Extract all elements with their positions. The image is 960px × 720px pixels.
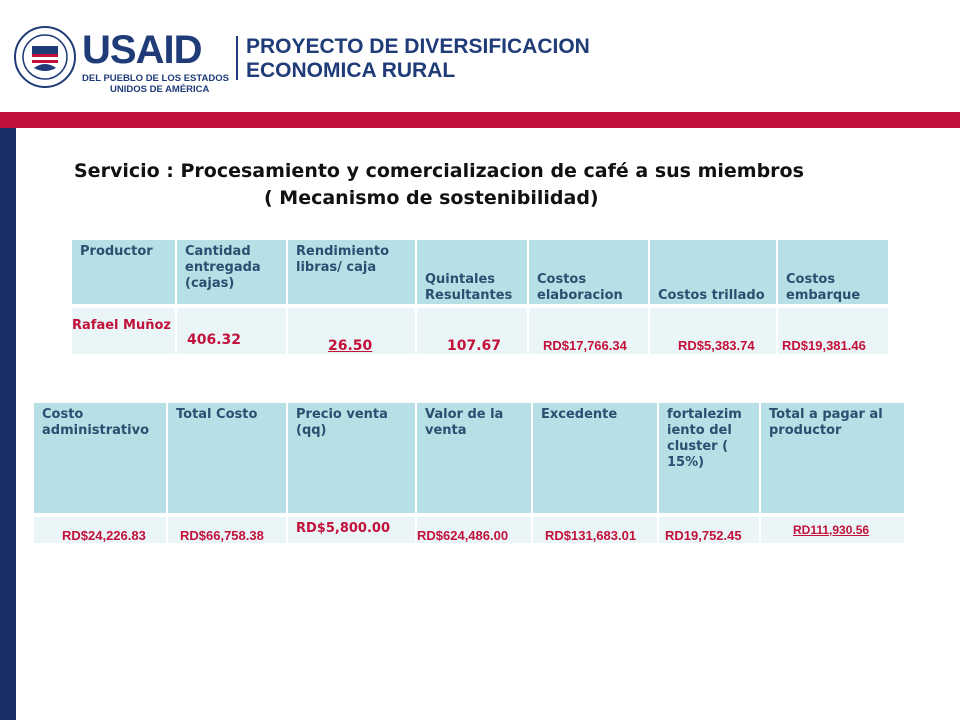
table2-cell-excedente: RD$131,683.01 [533, 517, 657, 543]
table-sales-payment [34, 403, 904, 545]
table2-header-excedente: Excedente [533, 403, 657, 513]
header-banner [0, 0, 960, 112]
table2-cell-valor-venta: RD$624,486.00 [417, 517, 531, 543]
table2-cell-costo-administrativo: RD$24,226.83 [34, 517, 166, 543]
table2-header-total-pagar: Total a pagar al productor [761, 403, 904, 513]
table1-cell-productor: Rafael Muñoz [72, 308, 175, 354]
title-line2: ( Mecanismo de sostenibilidad) [264, 187, 599, 209]
agency-tagline [82, 73, 252, 95]
slide-title [60, 158, 820, 212]
usaid-wordmark: USAID [82, 28, 202, 72]
table2-cell-total-costo: RD$66,758.38 [168, 517, 286, 543]
table1-header-cantidad: Cantidad entregada (cajas) [177, 240, 286, 304]
table1-cell-rendimiento: 26.50 [288, 308, 415, 354]
usaid-seal-icon [14, 26, 76, 88]
table-costs-producer [72, 240, 888, 356]
table2-header-precio-venta: Precio venta (qq) [288, 403, 415, 513]
project-name [246, 35, 590, 83]
table1-cell-cantidad: 406.32 [177, 308, 286, 354]
table1-header-costos-elaboracion: Costos elaboracion [529, 240, 648, 304]
project-line2: ECONOMICA RURAL [246, 59, 456, 82]
table2-header-valor-venta: Valor de la venta [417, 403, 531, 513]
table2-header-costo-administrativo: Costo administrativo [34, 403, 166, 513]
logo-divider [236, 36, 238, 80]
agency-tagline-line2: UNIDOS DE AMÉRICA [110, 84, 210, 95]
agency-tagline-line1: DEL PUEBLO DE LOS ESTADOS [82, 73, 229, 84]
left-sidebar-bar [0, 128, 16, 720]
table2-cell-fortalecimiento: RD19,752.45 [659, 517, 759, 543]
title-line1: Servicio : Procesamiento y comercializacion de café a sus miembros [74, 160, 804, 182]
table1-header-quintales: Quintales Resultantes [417, 240, 527, 304]
table1-header-costos-trillado: Costos trillado [650, 240, 776, 304]
table2-cell-total-pagar: RD111,930.56 [761, 517, 904, 543]
red-band [0, 112, 960, 128]
project-line1: PROYECTO DE DIVERSIFICACION [246, 35, 590, 58]
table2-header-total-costo: Total Costo [168, 403, 286, 513]
table1-cell-costos-elaboracion: RD$17,766.34 [529, 308, 648, 354]
table1-cell-costos-trillado: RD$5,383.74 [650, 308, 776, 354]
table2-header-fortalecimiento: fortalezim iento del cluster ( 15%) [659, 403, 759, 513]
table1-header-rendimiento: Rendimiento libras/ caja [288, 240, 415, 304]
table1-header-productor: Productor [72, 240, 175, 304]
table1-cell-costos-embarque: RD$19,381.46 [778, 308, 888, 354]
table1-cell-quintales: 107.67 [417, 308, 527, 354]
table1-header-costos-embarque: Costos embarque [778, 240, 888, 304]
table2-cell-precio-venta: RD$5,800.00 [288, 517, 415, 543]
